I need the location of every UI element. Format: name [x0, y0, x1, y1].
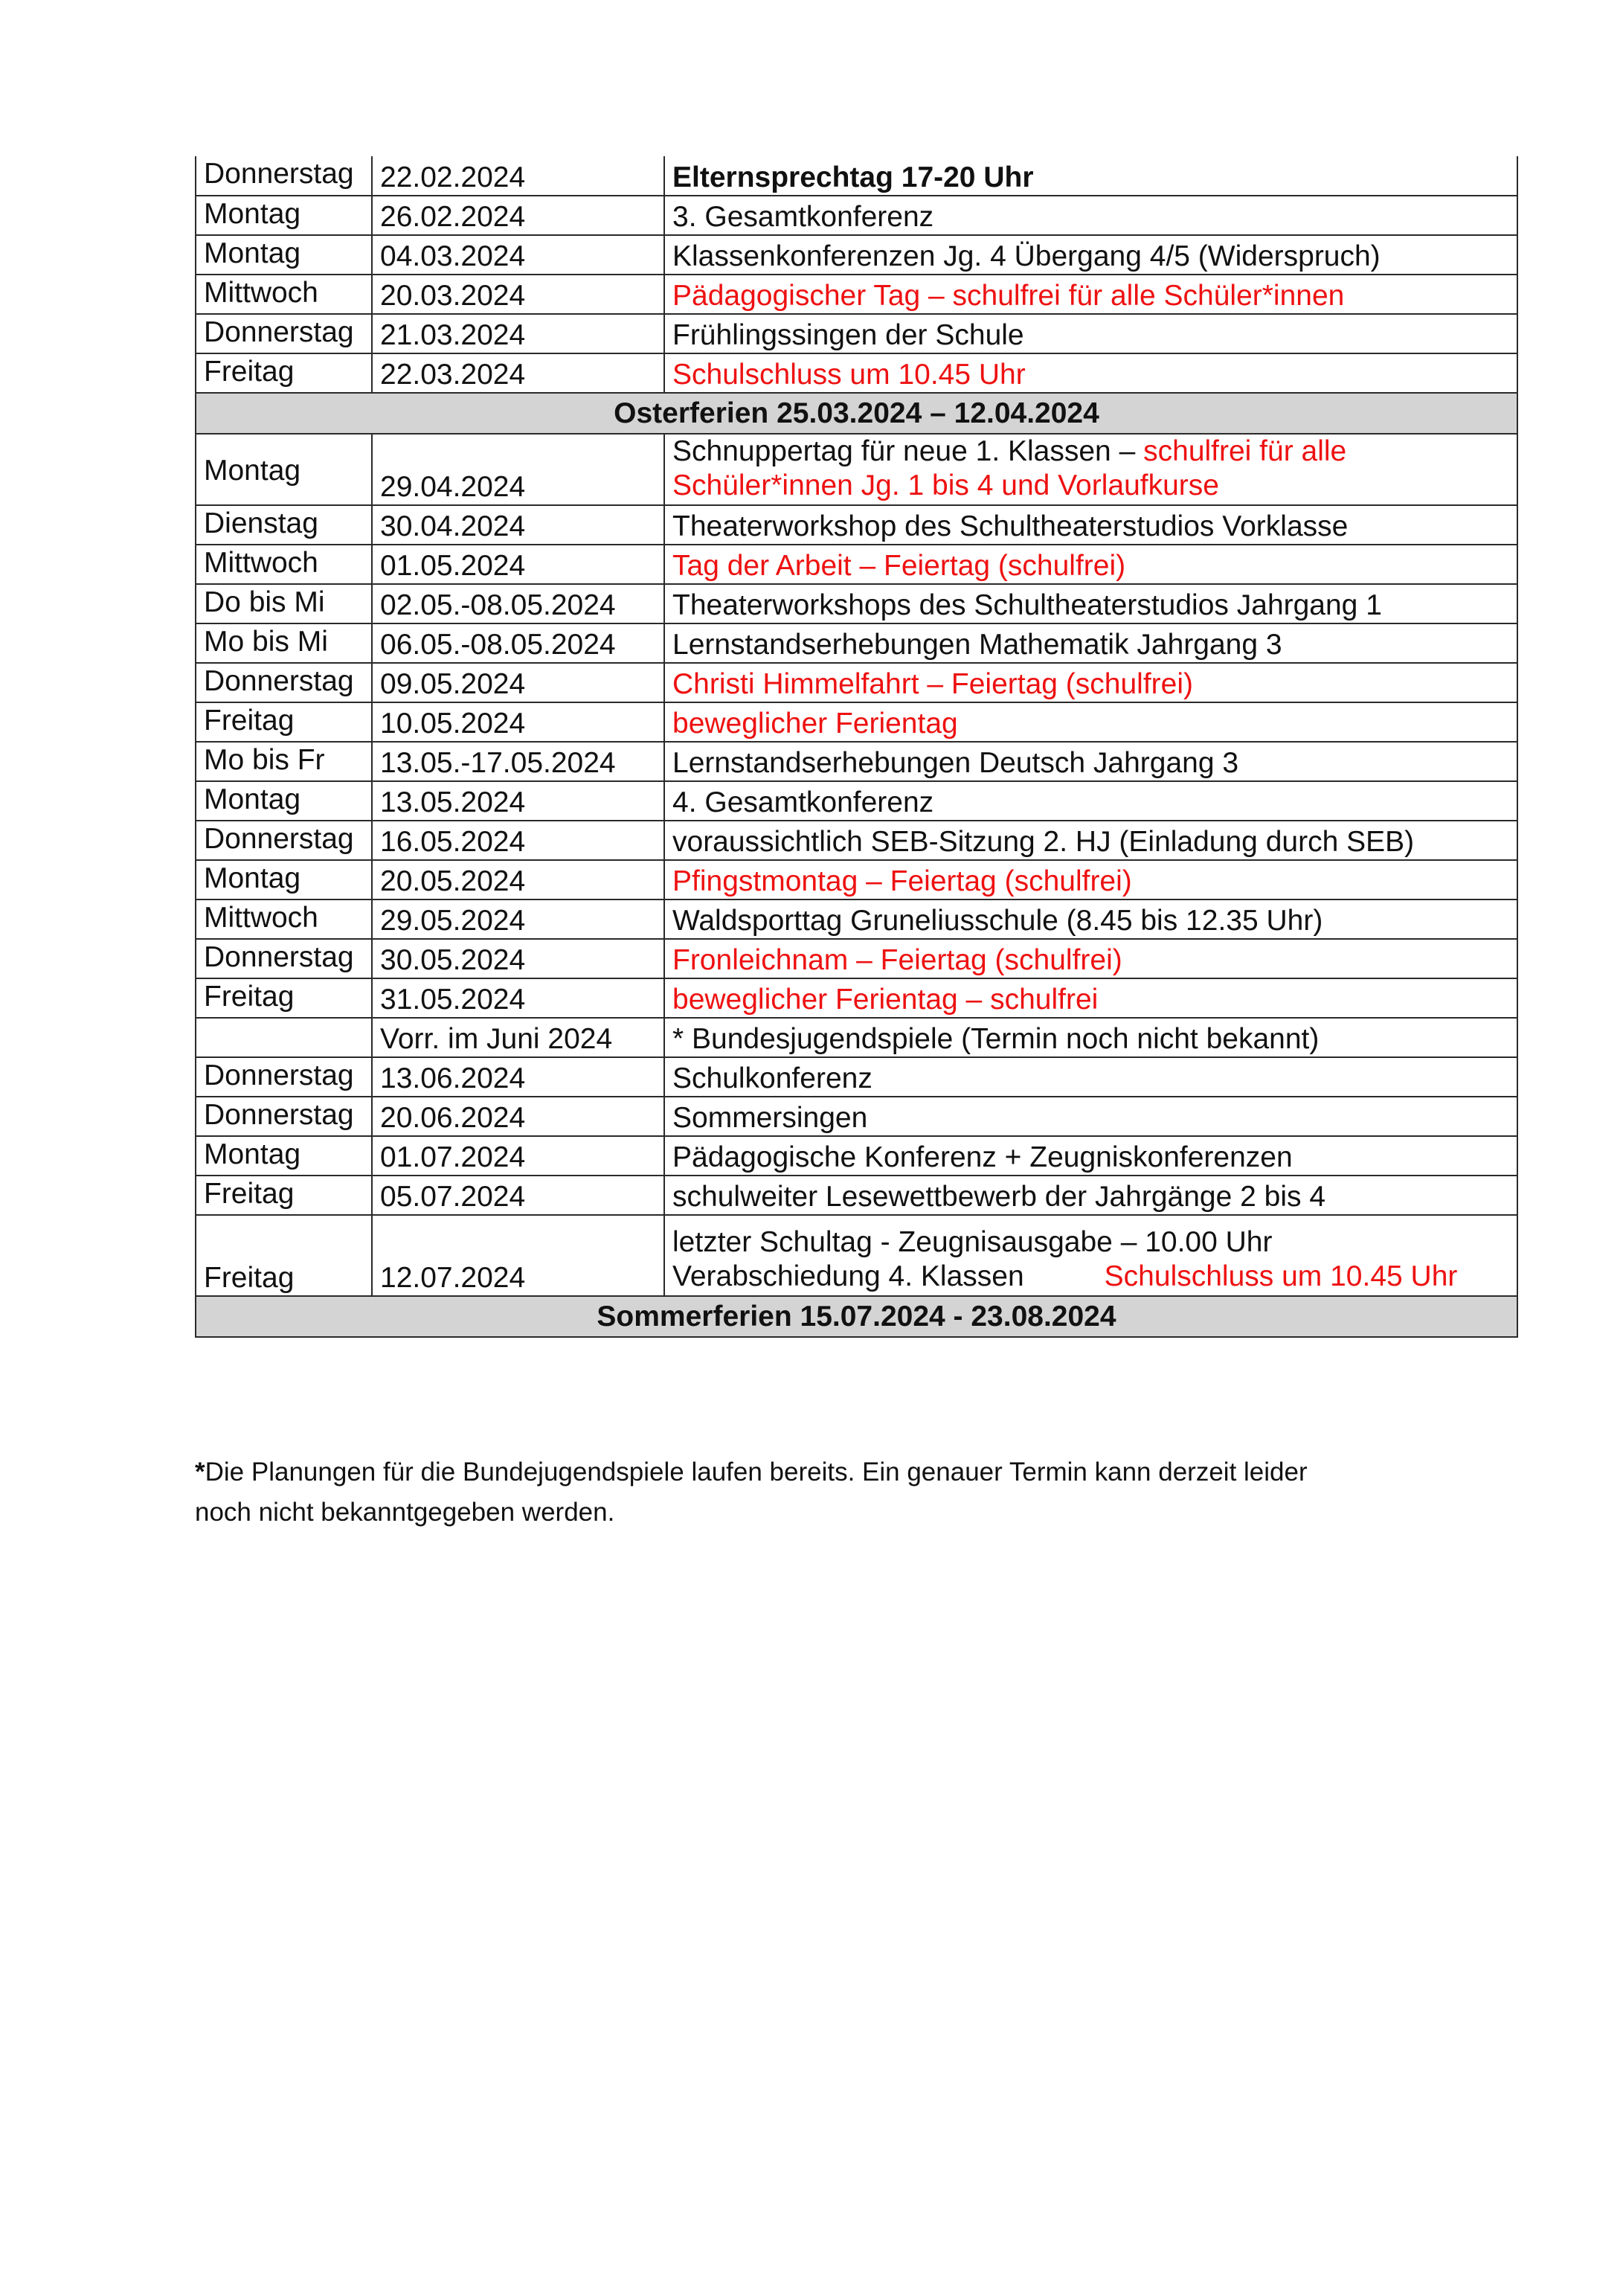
event-cell: beweglicher Ferientag: [664, 702, 1517, 742]
date-cell: 29.05.2024: [372, 900, 664, 939]
day-cell: Montag: [196, 1136, 372, 1176]
day-cell: Do bis Mi: [196, 584, 372, 623]
table-row: [196, 1215, 1517, 1296]
date-cell: 21.03.2024: [372, 314, 664, 353]
event-cell: Schulschluss um 10.45 Uhr: [664, 353, 1517, 393]
day-cell: Montag: [196, 781, 372, 821]
table-row: [196, 623, 1517, 663]
day-cell: Freitag: [196, 702, 372, 742]
event-cell: [664, 434, 1517, 505]
day-cell: Montag: [196, 196, 372, 235]
holiday-band-row: [196, 1296, 1517, 1337]
table-row: [196, 353, 1517, 393]
day-cell: Mittwoch: [196, 275, 372, 314]
event-cell: schulweiter Lesewettbewerb der Jahrgänge 2 bis 4: [664, 1176, 1517, 1215]
date-cell: 06.05.-08.05.2024: [372, 623, 664, 663]
date-cell: 16.05.2024: [372, 821, 664, 860]
table-row: [196, 663, 1517, 702]
table-row: [196, 781, 1517, 821]
event-cell: [664, 1215, 1517, 1296]
table-row: [196, 1018, 1517, 1057]
event-cell: Schulkonferenz: [664, 1057, 1517, 1097]
event-cell: Lernstandserhebungen Deutsch Jahrgang 3: [664, 742, 1517, 781]
event-cell: Theaterworkshops des Schultheaterstudios Jahrgang 1: [664, 584, 1517, 623]
date-cell: 04.03.2024: [372, 235, 664, 275]
day-cell: Mo bis Mi: [196, 623, 372, 663]
event-cell: Pädagogische Konferenz + Zeugniskonferenzen: [664, 1136, 1517, 1176]
table-row: [196, 275, 1517, 314]
table-row: [196, 1136, 1517, 1176]
day-cell: Donnerstag: [196, 821, 372, 860]
date-cell: 20.03.2024: [372, 275, 664, 314]
day-cell: Donnerstag: [196, 1057, 372, 1097]
date-cell: 09.05.2024: [372, 663, 664, 702]
date-cell: 20.06.2024: [372, 1097, 664, 1136]
table-row: [196, 821, 1517, 860]
table-row: [196, 545, 1517, 584]
footnote-mark: *: [195, 1458, 205, 1487]
date-cell: Vorr. im Juni 2024: [372, 1018, 664, 1057]
holiday-band-label: Sommerferien 15.07.2024 - 23.08.2024: [196, 1296, 1517, 1337]
event-text: letzter Schultag - Zeugnisausgabe – 10.00 Uhr: [672, 1226, 1273, 1258]
day-cell: Dienstag: [196, 505, 372, 545]
event-cell: Fronleichnam – Feiertag (schulfrei): [664, 939, 1517, 978]
event-cell: Theaterworkshop des Schultheaterstudios Vorklasse: [664, 505, 1517, 545]
day-cell: Mittwoch: [196, 900, 372, 939]
event-highlight-text: Schulschluss um 10.45 Uhr: [1104, 1260, 1458, 1292]
event-cell: Lernstandserhebungen Mathematik Jahrgang 3: [664, 623, 1517, 663]
date-cell: 30.04.2024: [372, 505, 664, 545]
date-cell: 26.02.2024: [372, 196, 664, 235]
date-cell: 22.02.2024: [372, 156, 664, 196]
table-row: [196, 434, 1517, 505]
date-cell: 20.05.2024: [372, 860, 664, 900]
event-cell: 4. Gesamtkonferenz: [664, 781, 1517, 821]
day-cell: Montag: [196, 235, 372, 275]
table-row: [196, 235, 1517, 275]
date-cell: 13.06.2024: [372, 1057, 664, 1097]
footnote: [195, 1452, 1459, 1533]
table-row: [196, 505, 1517, 545]
day-cell: Freitag: [196, 1215, 372, 1296]
date-cell: 01.07.2024: [372, 1136, 664, 1176]
day-cell: [196, 1018, 372, 1057]
table-row: [196, 860, 1517, 900]
day-cell: Donnerstag: [196, 156, 372, 196]
day-cell: Montag: [196, 434, 372, 505]
day-cell: Freitag: [196, 353, 372, 393]
footnote-text: Die Planungen für die Bundejugendspiele laufen bereits. Ein genauer Termin kann derzeit leider: [205, 1458, 1308, 1487]
date-cell: 29.04.2024: [372, 434, 664, 505]
table-row: [196, 1097, 1517, 1136]
event-cell: Pädagogischer Tag – schulfrei für alle Schüler*innen: [664, 275, 1517, 314]
date-cell: 01.05.2024: [372, 545, 664, 584]
footnote-text-line2: noch nicht bekanntgegeben werden.: [195, 1498, 615, 1527]
table-row: [196, 1176, 1517, 1215]
event-cell: 3. Gesamtkonferenz: [664, 196, 1517, 235]
school-calendar-table: [195, 156, 1518, 1338]
table-row: [196, 584, 1517, 623]
date-cell: 31.05.2024: [372, 978, 664, 1018]
table-row: [196, 978, 1517, 1018]
table-row: [196, 156, 1517, 196]
day-cell: Freitag: [196, 978, 372, 1018]
day-cell: Donnerstag: [196, 663, 372, 702]
holiday-band-row: [196, 393, 1517, 434]
table-row: [196, 702, 1517, 742]
event-cell: Klassenkonferenzen Jg. 4 Übergang 4/5 (Widerspruch): [664, 235, 1517, 275]
date-cell: 12.07.2024: [372, 1215, 664, 1296]
day-cell: Montag: [196, 860, 372, 900]
date-cell: 05.07.2024: [372, 1176, 664, 1215]
date-cell: 10.05.2024: [372, 702, 664, 742]
date-cell: 13.05.-17.05.2024: [372, 742, 664, 781]
event-highlight-text: schulfrei für alle Schüler*innen Jg. 1 bis 4 und Vorlaufkurse: [672, 435, 1347, 501]
day-cell: Donnerstag: [196, 1097, 372, 1136]
table-row: [196, 1057, 1517, 1097]
event-cell: Sommersingen: [664, 1097, 1517, 1136]
event-cell: Christi Himmelfahrt – Feiertag (schulfrei): [664, 663, 1517, 702]
event-text: Schnuppertag für neue 1. Klassen –: [672, 435, 1136, 467]
table-row: [196, 314, 1517, 353]
event-cell: Tag der Arbeit – Feiertag (schulfrei): [664, 545, 1517, 584]
day-cell: Mittwoch: [196, 545, 372, 584]
table-row: [196, 742, 1517, 781]
date-cell: 22.03.2024: [372, 353, 664, 393]
holiday-band-label: Osterferien 25.03.2024 – 12.04.2024: [196, 393, 1517, 434]
event-text-line2: Verabschiedung 4. Klassen: [672, 1260, 1024, 1292]
event-cell: Pfingstmontag – Feiertag (schulfrei): [664, 860, 1517, 900]
event-cell: Frühlingssingen der Schule: [664, 314, 1517, 353]
table-row: [196, 196, 1517, 235]
event-cell: Elternsprechtag 17-20 Uhr: [664, 156, 1517, 196]
event-cell: Waldsporttag Gruneliusschule (8.45 bis 12.35 Uhr): [664, 900, 1517, 939]
table-row: [196, 900, 1517, 939]
date-cell: 02.05.-08.05.2024: [372, 584, 664, 623]
day-cell: Freitag: [196, 1176, 372, 1215]
table-row: [196, 939, 1517, 978]
day-cell: Donnerstag: [196, 314, 372, 353]
event-cell: beweglicher Ferientag – schulfrei: [664, 978, 1517, 1018]
day-cell: Donnerstag: [196, 939, 372, 978]
date-cell: 30.05.2024: [372, 939, 664, 978]
event-cell: * Bundesjugendspiele (Termin noch nicht bekannt): [664, 1018, 1517, 1057]
day-cell: Mo bis Fr: [196, 742, 372, 781]
date-cell: 13.05.2024: [372, 781, 664, 821]
event-cell: voraussichtlich SEB-Sitzung 2. HJ (Einladung durch SEB): [664, 821, 1517, 860]
